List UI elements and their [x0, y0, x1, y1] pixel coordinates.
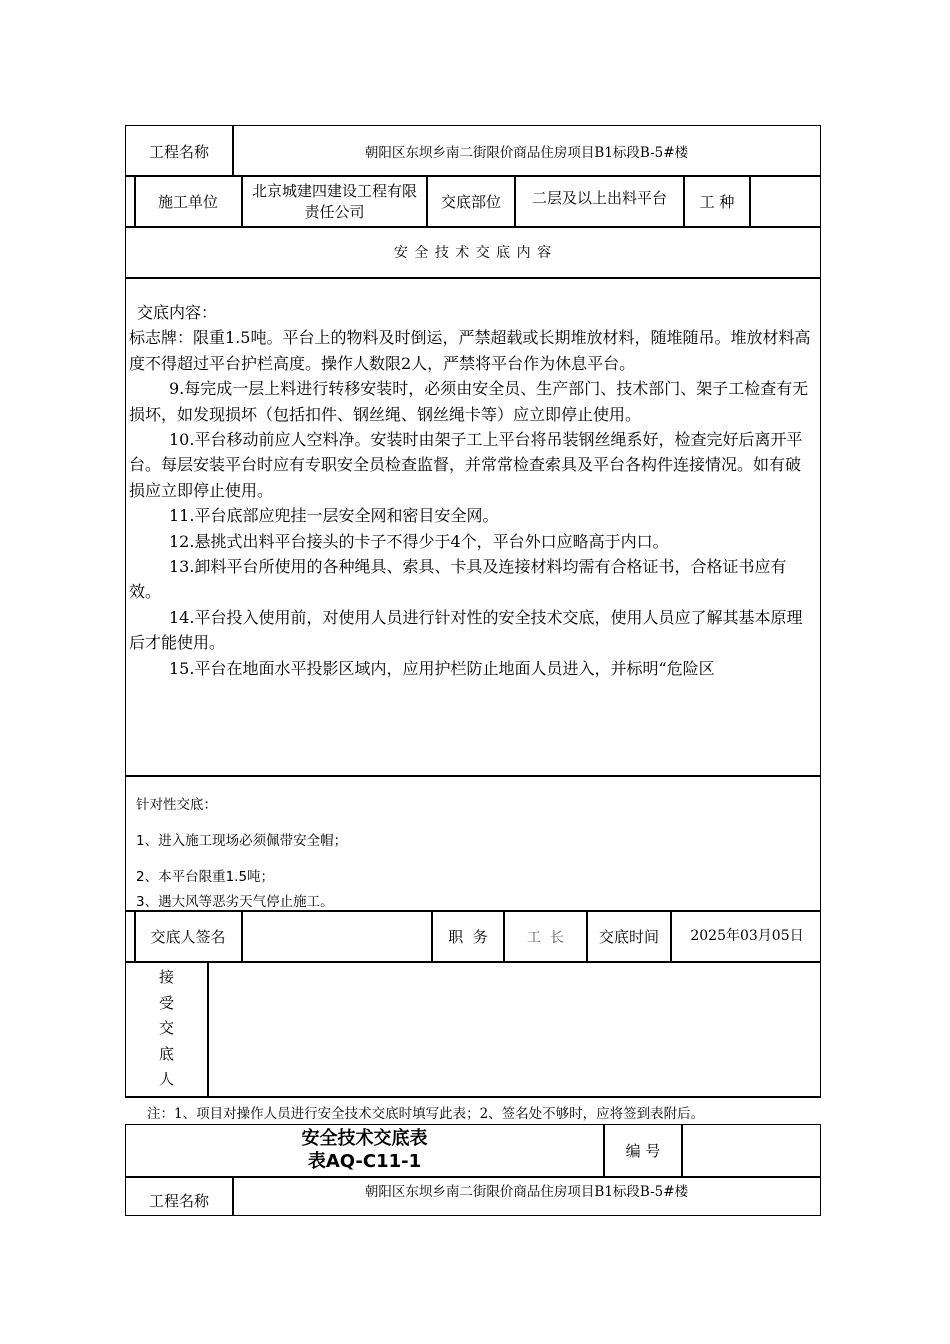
disclosure-time-label: 交底时间: [598, 928, 659, 946]
form2-project-label: 工程名称: [148, 1191, 209, 1210]
disclosure-part-label: 交底部位: [440, 193, 501, 211]
receiver-char: 人: [158, 1070, 174, 1088]
content-paragraph: 13.卸料平台所使用的各种绳具、索具、卡具及连接材料均需有合格证书，合格证书应有效。: [129, 557, 787, 602]
receiver-label: [126, 962, 207, 1096]
disclosure-time-value: 2025年03月05日: [690, 928, 804, 944]
form2-project-value: 朝阳区东坝乡南二街限价商品住房项目B1标段B-5#楼: [364, 1184, 689, 1200]
receiver-char: 接: [158, 968, 174, 986]
project-name-value: 朝阳区东坝乡南二街限价商品住房项目B1标段B-5#楼: [364, 145, 689, 161]
disclosure-part-value: 二层及以上出料平台: [531, 188, 667, 207]
position-label: 职 务: [448, 928, 488, 946]
form2-title-line1: 安全技术交底表: [301, 1128, 428, 1149]
content-intro: 交底内容：: [137, 303, 218, 322]
targeted-item: 1、进入施工现场必须佩带安全帽；: [136, 833, 348, 849]
form2-title-line2: 表AQ-C11-1: [307, 1151, 422, 1172]
content-paragraph: 11.平台底部应兜挂一层安全网和密目安全网。: [169, 506, 499, 526]
content-paragraph: 10.平台移动前应人空料净。安装时由架子工上平台将吊装钢丝绳系好，检查完好后离开平台。每层安装平台时应有专职安全员检查监督，并常常检查索具及平台各构件连接情况。如有破损应立即停止使用。: [129, 430, 803, 500]
targeted-item: 2、本平台限重1.5吨；: [136, 869, 275, 885]
trade-label: 工 种: [699, 193, 735, 211]
content-paragraph: 15.平台在地面水平投影区域内，应用护栏防止地面人员进入，并标明“危险区: [169, 658, 715, 678]
receiver-char: 底: [158, 1044, 174, 1063]
position-value: 工 长: [527, 929, 564, 946]
receiver-char: 交: [158, 1019, 174, 1037]
content-paragraph: 标志牌：限重1.5吨。平台上的物料及时倒运，严禁超载或长期堆放材料，随堆随吊。堆放材料高度不得超过平台护栏高度。操作人数限2人，严禁将平台作为休息平台。: [129, 328, 811, 373]
form2-number-value: [683, 1125, 820, 1176]
targeted-item: 3、遇大风等恶劣天气停止施工。: [136, 894, 334, 910]
footnote: 注：1、项目对操作人员进行安全技术交底时填写此表；2、签名处不够时，应将签到表附后。: [147, 1106, 705, 1122]
project-name-label: 工程名称: [148, 142, 209, 161]
receiver-signature-area[interactable]: [209, 962, 820, 1096]
trade-value: [751, 177, 820, 226]
discloser-signature-label: 交底人签名: [150, 928, 226, 946]
form2-number-label: 编 号: [625, 1142, 661, 1160]
receiver-char: 受: [158, 993, 174, 1012]
construction-unit-value: 北京城建四建设工程有限责任公司: [251, 181, 417, 221]
targeted-title: 针对性交底：: [136, 797, 217, 813]
section-title: 安 全 技 术 交 底 内 容: [393, 245, 553, 261]
content-paragraph: 14.平台投入使用前，对使用人员进行针对性的安全技术交底，使用人员应了解其基本原理后才能使用。: [129, 607, 803, 653]
content-paragraph: 12.悬挑式出料平台接头的卡子不得少于4个，平台外口应略高于内口。: [169, 531, 669, 551]
content-paragraph: 9.每完成一层上料进行转移安装时，必须由安全员、生产部门、技术部门、架子工检查有无损坏，如发现损坏（包括扣件、钢丝绳、钢丝绳卡等）应立即停止使用。: [129, 379, 809, 424]
construction-unit-label: 施工单位: [157, 193, 218, 211]
disclosure-content: [129, 300, 812, 681]
form2-title: [126, 1127, 603, 1173]
discloser-signature-value: [243, 912, 431, 961]
